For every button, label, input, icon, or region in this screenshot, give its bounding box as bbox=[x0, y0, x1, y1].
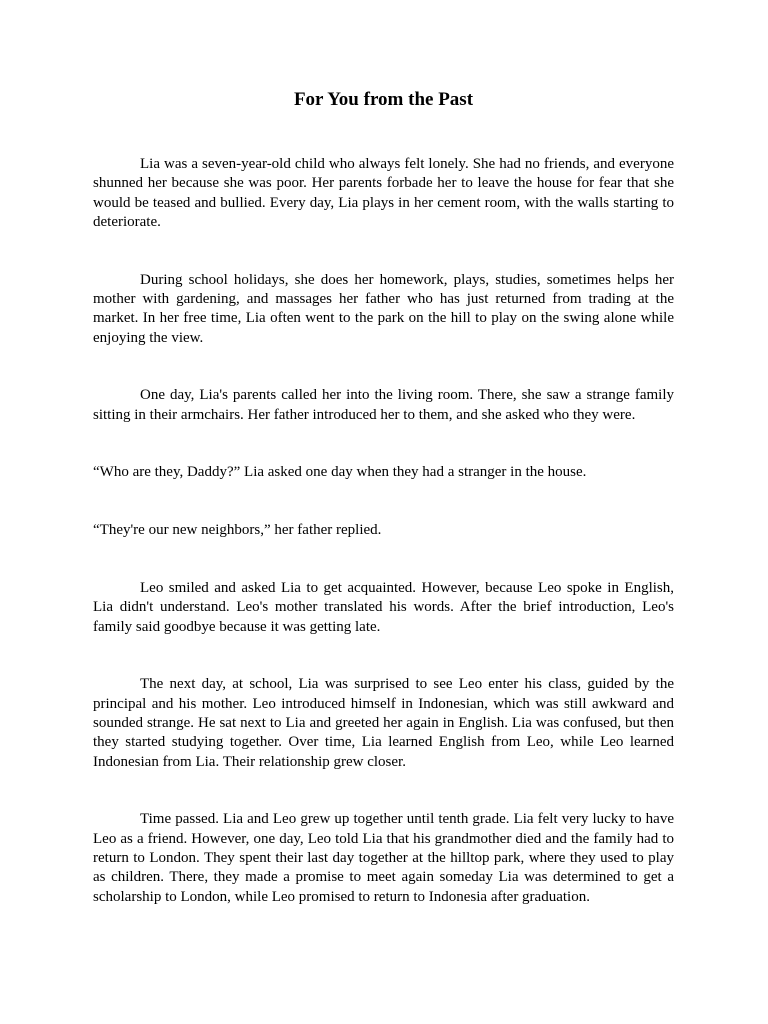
paragraph-1: Lia was a seven-year-old child who always felt lonely. She had no friends, and everyone shunned her because she was poor. Her parents forbade her to leave the house for fear that she would be teased and bullied. Every day, Lia plays in her cement room, with the walls starting to deteriorate. bbox=[93, 156, 674, 230]
paragraph-5-dialogue: “They're our new neighbors,” her father replied. bbox=[93, 522, 382, 539]
paragraph-8: Time passed. Lia and Leo grew up together until tenth grade. Lia felt very lucky to have Leo as a friend. However, one day, Leo told Lia that his grandmother died and the family had to return to London. They spent their last day together at the hilltop park, where they used to play as children. There, they made a promise to meet again someday Lia was determined to get a scholarship to London, while Leo promised to return to Indonesia after graduation. bbox=[93, 811, 674, 905]
document-page bbox=[93, 88, 674, 945]
paragraph-7: The next day, at school, Lia was surprised to see Leo enter his class, guided by the principal and his mother. Leo introduced himself in Indonesian, which was still awkward and sounded strange. He sat next to Lia and greeted her again in English. Lia was confused, but then they started studying together. Over time, Lia learned English from Leo, while Leo learned Indonesian from Lia. Their relationship grew closer. bbox=[93, 676, 674, 770]
document-title: For You from the Past bbox=[293, 89, 474, 110]
paragraph-2: During school holidays, she does her homework, plays, studies, sometimes helps her mother with gardening, and massages her father who has just returned from trading at the market. In her free time, Lia often went to the park on the hill to play on the swing alone while enjoying the view. bbox=[93, 271, 674, 346]
paragraph-6: Leo smiled and asked Lia to get acquainted. However, because Leo spoke in English, Lia didn't understand. Leo's mother translated his words. After the brief introduction, Leo's family said goodbye because it was getting late. bbox=[93, 580, 674, 635]
paragraph-4-dialogue: “Who are they, Daddy?” Lia asked one day when they had a stranger in the house. bbox=[93, 464, 587, 481]
paragraph-3: One day, Lia's parents called her into the living room. There, she saw a strange family sitting in their armchairs. Her father introduced her to them, and she asked who they were. bbox=[93, 387, 674, 423]
